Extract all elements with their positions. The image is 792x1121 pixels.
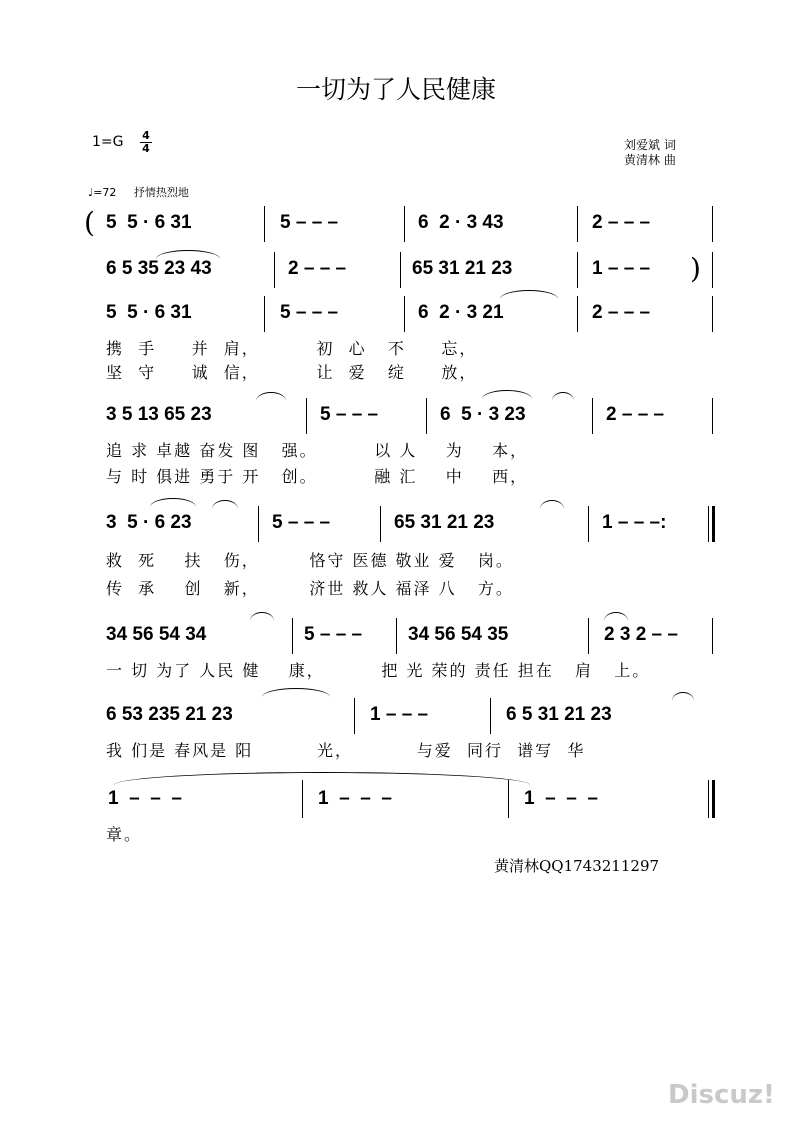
slur	[552, 392, 574, 401]
barline	[400, 252, 401, 288]
prelude-open-paren: (	[84, 206, 95, 239]
measure: 2 – – –	[606, 404, 665, 425]
barline	[258, 506, 259, 542]
barline	[508, 780, 509, 818]
contact-info: 黄清林QQ1743211297	[494, 857, 660, 875]
measure: 6 5 · 3 23	[440, 404, 526, 425]
lyric-line-1: 我 们是 春风是 阳 光， 与爱 同行 谱写 华	[106, 741, 586, 760]
barline	[588, 506, 589, 542]
measure: 6 2 · 3 21	[418, 302, 504, 323]
repeat-end-barline	[712, 506, 715, 542]
slur	[212, 500, 238, 509]
barline	[306, 398, 307, 434]
measure: 3 5 · 6 23	[106, 512, 192, 533]
measure: 1 – – –	[592, 258, 651, 279]
credits	[624, 138, 676, 168]
measure: 3 5 13 65 23	[106, 404, 212, 425]
measure: 34 56 54 35	[408, 624, 509, 645]
tempo-line	[88, 184, 189, 200]
composer: 黄清林 曲	[624, 153, 676, 167]
barline	[712, 398, 713, 434]
measure: 5 – – –	[272, 512, 331, 533]
barline	[380, 506, 381, 542]
barline	[712, 618, 713, 654]
measure: 5 5 · 6 31	[106, 302, 192, 323]
slur	[482, 390, 532, 399]
measure: 65 31 21 23	[394, 512, 495, 533]
lyric-line-1: 一 切 为了 人民 健 康， 把 光 荣的 责任 担在 肩 上。	[106, 661, 651, 680]
measure: 2 3 2 – –	[604, 624, 678, 645]
barline	[396, 618, 397, 654]
barline	[490, 698, 491, 734]
barline	[274, 252, 275, 288]
slur	[672, 692, 694, 701]
barline	[592, 398, 593, 434]
measure: 34 56 54 34	[106, 624, 207, 645]
measure: 2 – – –	[288, 258, 347, 279]
expression-marking: 抒情热烈地	[133, 186, 189, 199]
barline	[292, 618, 293, 654]
slur	[150, 498, 196, 507]
measure: 5 5 · 6 31	[106, 212, 192, 233]
barline	[712, 206, 713, 242]
barline	[712, 296, 713, 332]
measure: 1 – – –:	[602, 512, 667, 533]
tempo-marking: ♩=72	[88, 186, 117, 199]
slur	[156, 250, 220, 259]
lyric-line-1: 章。	[106, 825, 143, 844]
barline	[404, 296, 405, 332]
barline	[577, 252, 578, 288]
barline	[354, 698, 355, 734]
barline	[264, 206, 265, 242]
barline	[577, 206, 578, 242]
barline	[404, 206, 405, 242]
time-signature-bottom: 4	[140, 142, 152, 155]
slur	[604, 612, 628, 621]
lyricist: 刘爱斌 词	[624, 138, 676, 152]
measure: 65 31 21 23	[412, 258, 513, 279]
slur	[250, 612, 274, 621]
song-title: 一切为了人民健康	[295, 75, 496, 104]
barline	[302, 780, 303, 818]
measure: 5 – – –	[280, 212, 339, 233]
measure: 1 – – –	[370, 704, 429, 725]
measure: 2 – – –	[592, 212, 651, 233]
lyric-line-1: 救 死 扶 伤， 恪守 医德 敬业 爱 岗。	[106, 551, 514, 570]
barline	[712, 252, 713, 288]
lyric-line-2: 坚 守 诚 信， 让 爱 绽 放，	[106, 363, 478, 382]
measure: 1 – – –	[108, 788, 182, 809]
slur	[540, 500, 564, 509]
lyric-line-1: 携 手 并 肩， 初 心 不 忘，	[106, 339, 478, 358]
measure: 6 5 35 23 43	[106, 258, 212, 279]
measure: 6 53 235 21 23	[106, 704, 233, 725]
measure: 2 – – –	[592, 302, 651, 323]
barline	[708, 780, 709, 818]
measure: 5 – – –	[280, 302, 339, 323]
time-signature	[140, 130, 152, 155]
measure: 1 – – –	[524, 788, 598, 809]
measure: 5 – – –	[304, 624, 363, 645]
lyric-line-2: 传 承 创 新， 济世 救人 福泽 八 方。	[106, 579, 514, 598]
key-signature: 1=G	[92, 134, 124, 150]
watermark: Discuz!	[668, 1080, 775, 1110]
measure: 6 5 31 21 23	[506, 704, 612, 725]
barline	[577, 296, 578, 332]
barline	[264, 296, 265, 332]
tie-slur	[114, 772, 530, 785]
final-barline	[712, 780, 715, 818]
lyric-line-1: 追 求 卓越 奋发 图 强。 以 人 为 本，	[106, 441, 529, 460]
lyric-line-2: 与 时 俱进 勇于 开 创。 融 汇 中 西，	[106, 467, 529, 486]
measure: 1 – – –	[318, 788, 392, 809]
barline	[588, 618, 589, 654]
barline	[708, 506, 709, 542]
barline	[426, 398, 427, 434]
slur	[262, 688, 330, 697]
slur	[256, 392, 286, 401]
measure: 5 – – –	[320, 404, 379, 425]
measure: 6 2 · 3 43	[418, 212, 504, 233]
prelude-close-paren: )	[690, 252, 701, 285]
slur	[500, 290, 558, 299]
time-signature-top: 4	[142, 129, 150, 142]
